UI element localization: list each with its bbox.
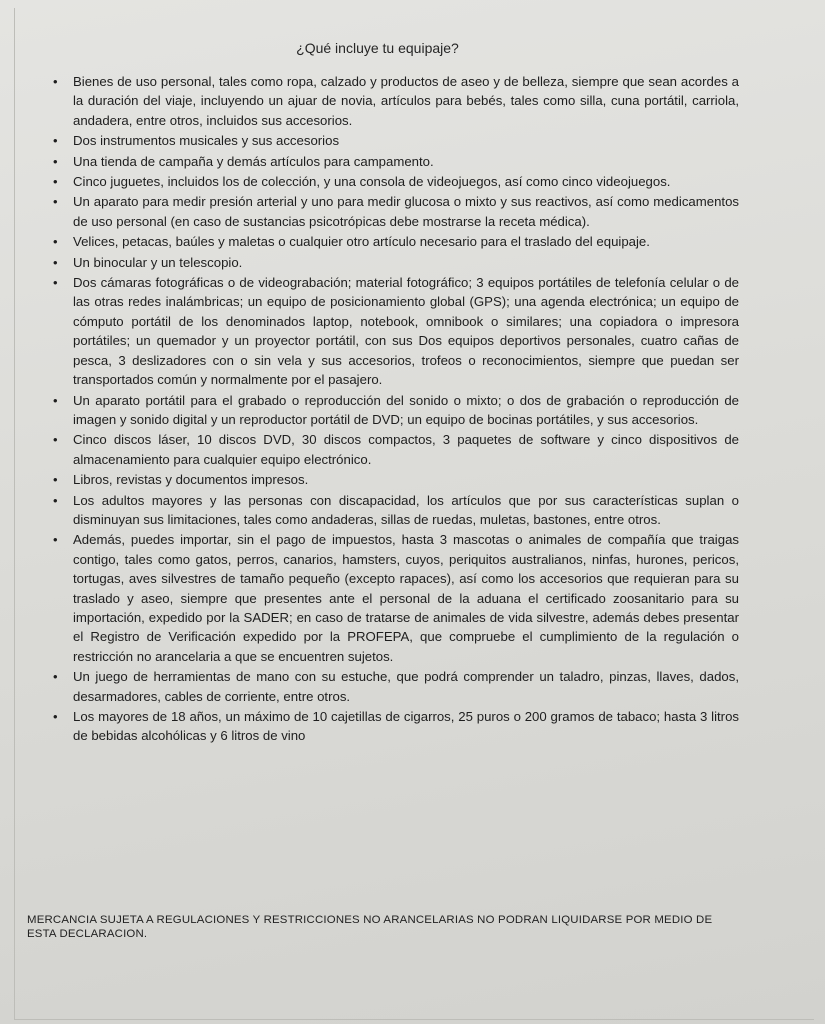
list-item bbox=[49, 172, 739, 191]
list-item-text: Dos instrumentos musicales y sus accesorios bbox=[73, 133, 340, 149]
bullet-icon: • bbox=[53, 254, 58, 270]
list-item-text: Libros, revistas y documentos impresos. bbox=[73, 472, 309, 488]
list-item bbox=[49, 391, 739, 430]
bullet-icon: • bbox=[53, 133, 58, 149]
list-item-text: Una tienda de campaña y demás artículos para campamento. bbox=[73, 153, 434, 169]
bullet-icon: • bbox=[53, 432, 58, 448]
list-item bbox=[49, 273, 739, 389]
bullet-icon: • bbox=[53, 194, 58, 210]
luggage-items-list bbox=[49, 72, 739, 747]
regulations-notice: MERCANCIA SUJETA A REGULACIONES Y RESTRICCIONES NO ARANCELARIAS NO PODRAN LIQUIDARSE POR MEDIO DE ESTA DECLARACION. bbox=[27, 914, 713, 940]
bullet-icon: • bbox=[53, 174, 58, 190]
list-item bbox=[49, 253, 739, 272]
list-item-text: Los mayores de 18 años, un máximo de 10 cajetillas de cigarros, 25 puros o 200 gramos de tabaco; hasta 3 litros de bebidas alcohólicas y 6 litros de vino bbox=[73, 709, 739, 744]
bullet-icon: • bbox=[53, 392, 58, 408]
list-item-text: Un aparato portátil para el grabado o reproducción del sonido o mixto; o dos de grabación o reproducción de imagen y sonido digital y un reproductor portátil de DVD; un equipo de bocinas portátiles, y sus accesorios. bbox=[73, 392, 739, 427]
list-item bbox=[49, 470, 739, 489]
list-item bbox=[49, 430, 739, 469]
list-item bbox=[49, 131, 739, 150]
list-item bbox=[49, 72, 739, 130]
list-item-text: Cinco discos láser, 10 discos DVD, 30 discos compactos, 3 paquetes de software y cinco dispositivos de almacenamiento para cualquier equipo electrónico. bbox=[73, 432, 739, 467]
list-item-text: Los adultos mayores y las personas con discapacidad, los artículos que por sus características suplan o disminuyan sus limitaciones, tales como andaderas, sillas de ruedas, muletas, bastones, entre otros. bbox=[73, 492, 739, 527]
list-item-text: Velices, petacas, baúles y maletas o cualquier otro artículo necesario para el traslado del equipaje. bbox=[73, 234, 650, 250]
list-item bbox=[49, 491, 739, 530]
bullet-icon: • bbox=[53, 492, 58, 508]
list-item-text: Además, puedes importar, sin el pago de impuestos, hasta 3 mascotas o animales de compañía que traigas contigo, tales como gatos, perros, canarios, hamsters, cuyos, periquitos australianos, ninfas, hurones, pericos, tortugas, aves silvestres de tamaño pequeño (excepto rapaces), así como los accesorios que requieran para su traslado y aseo, siempre que presentes ante el personal de la aduana el certificado zoosanitario para su importación, expedido por la SADER; en caso de tratarse de animales de vida silvestre, además debes presentar el Registro de Verificación expedido por la PROFEPA, que compruebe el cumplimiento de la regulación o restricción no arancelaria a que se encuentren sujetos. bbox=[73, 532, 739, 664]
list-item-text: Un juego de herramientas de mano con su estuche, que podrá comprender un taladro, pinzas, llaves, dados, desarmadores, cables de corriente, entre otros. bbox=[73, 669, 739, 704]
list-item bbox=[49, 707, 739, 746]
list-item bbox=[49, 152, 739, 171]
list-item-text: Cinco juguetes, incluidos los de colección, y una consola de videojuegos, así como cinco videojuegos. bbox=[73, 174, 671, 190]
bullet-icon: • bbox=[53, 234, 58, 250]
list-item-text: Un binocular y un telescopio. bbox=[73, 254, 243, 270]
bullet-icon: • bbox=[53, 669, 58, 685]
list-item-text: Bienes de uso personal, tales como ropa, calzado y productos de aseo y de belleza, siempre que sean acordes a la duración del viaje, incluyendo un ajuar de novia, artículos para bebés, tales como silla, cuna portátil, carriola, andadera, entre otros, incluidos sus accesorios. bbox=[73, 74, 739, 128]
bullet-icon: • bbox=[53, 532, 58, 548]
bullet-icon: • bbox=[53, 709, 58, 724]
list-item bbox=[49, 530, 739, 666]
list-item bbox=[49, 667, 739, 706]
list-item-text: Dos cámaras fotográficas o de videograbación; material fotográfico; 3 equipos portátiles de telefonía celular o de las otras redes inalámbricas; un equipo de posicionamiento global (GPS); una agenda electrónica; un equipo de cómputo portátil de los denominados laptop, notebook, omnibook o similares; una copiadora o impresora portátiles; un quemador y un proyector portátil, con sus Dos equipos deportivos personales, cuatro cañas de pesca, 3 deslizadores con o sin vela y sus accesorios, trofeos o reconocimientos, siempre que puedan ser transportados común y normalmente por el pasajero. bbox=[73, 275, 739, 388]
list-item bbox=[49, 232, 739, 251]
list-item-text: Un aparato para medir presión arterial y uno para medir glucosa o mixto y sus reactivos, así como medicamentos de uso personal (en caso de sustancias psicotrópicas debe mostrarse la receta médica). bbox=[73, 194, 739, 229]
document-page bbox=[14, 8, 814, 1020]
bullet-icon: • bbox=[53, 153, 58, 169]
page-title: ¿Qué incluye tu equipaje? bbox=[296, 40, 459, 56]
bullet-icon: • bbox=[53, 275, 58, 291]
bullet-icon: • bbox=[53, 472, 58, 488]
list-item bbox=[49, 192, 739, 231]
bullet-icon: • bbox=[53, 74, 58, 89]
